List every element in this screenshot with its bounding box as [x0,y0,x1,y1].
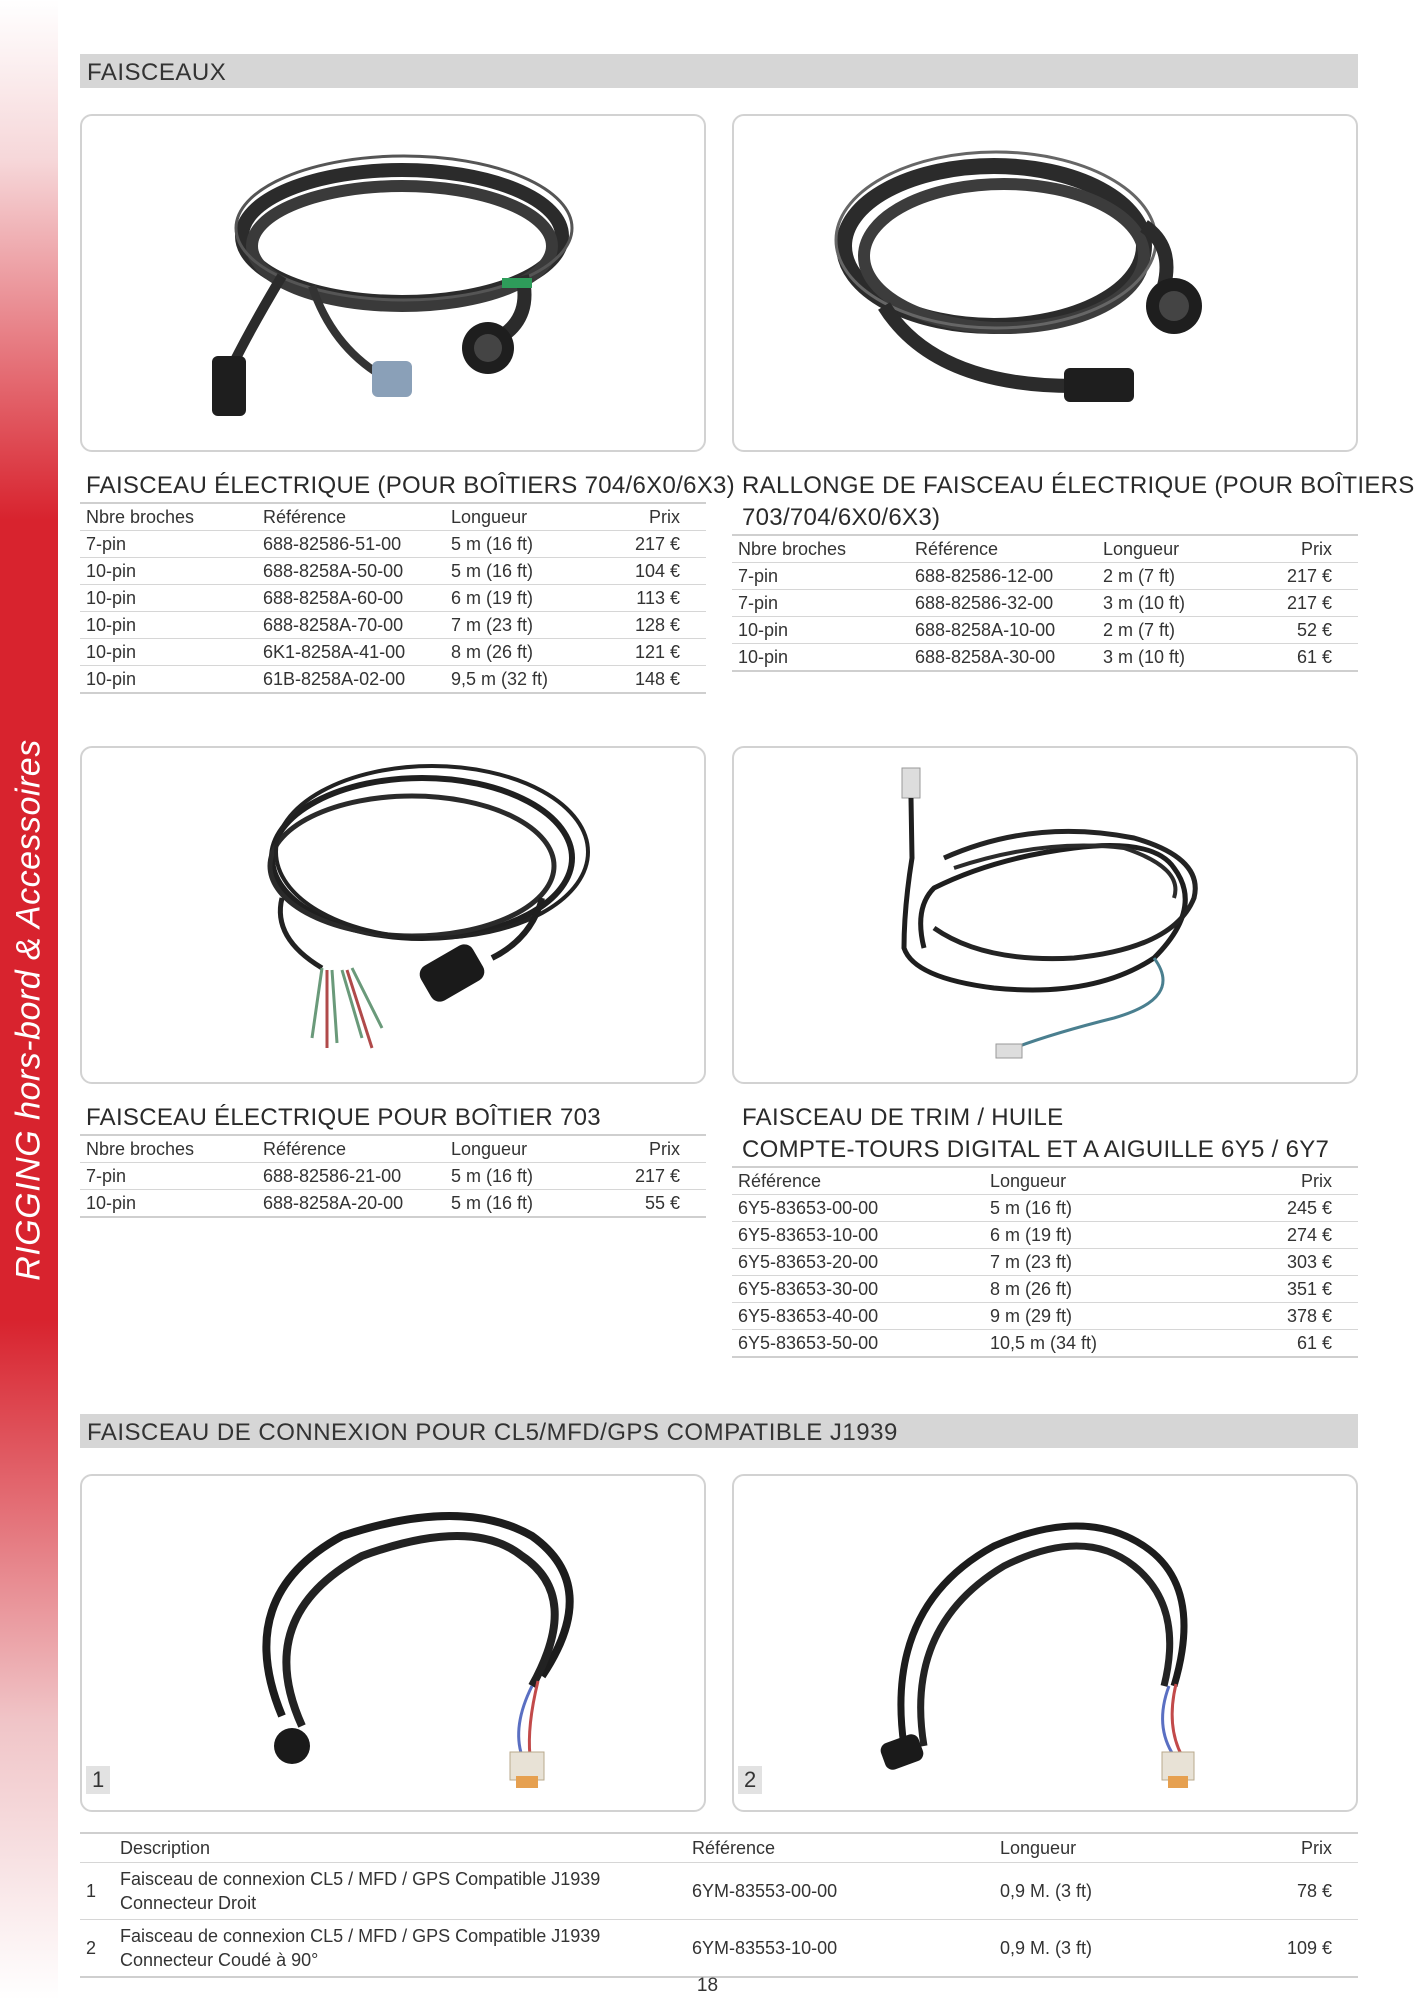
sidebar-label: RIGGING hors-bord & Accessoires [9,739,48,1281]
col-header-prix: Prix [598,503,706,531]
cell-reference: 6Y5-83653-30-00 [732,1276,984,1303]
table-header-row [80,1135,706,1163]
cable-loop-illustration [734,748,1356,1082]
table-row [732,644,1358,672]
section-header-connexion [80,1414,1358,1448]
table-row [80,1863,1358,1920]
cell-longueur: 9 m (29 ft) [984,1303,1211,1330]
cell-broches: 7-pin [732,563,909,590]
cable-coil-illustration [82,116,704,450]
connexion-table [80,1832,1358,1978]
sidebar-band [0,0,58,2000]
col-header-prix: Prix [1211,1167,1358,1195]
cell-broches: 10-pin [80,612,257,639]
col-header-reference: Référence [257,1135,445,1163]
cell-broches: 7-pin [732,590,909,617]
spec-table-p1 [80,502,706,694]
image-number-badge: 2 [738,1766,762,1794]
cell-longueur: 0,9 M. (3 ft) [994,1920,1203,1978]
cell-longueur: 2 m (7 ft) [1097,563,1240,590]
page-number: 18 [696,1975,719,1996]
table-row [80,612,706,639]
table-row [732,1222,1358,1249]
cell-longueur: 2 m (7 ft) [1097,617,1240,644]
product-title-line2: COMPTE-TOURS DIGITAL ET A AIGUILLE 6Y5 / 6Y7 [742,1136,1330,1163]
cell-longueur: 5 m (16 ft) [984,1195,1211,1222]
cell-description [114,1920,686,1978]
cell-longueur: 7 m (23 ft) [445,612,598,639]
cell-reference: 6Y5-83653-00-00 [732,1195,984,1222]
col-header-prix: Prix [588,1135,706,1163]
description-line2: Connecteur Droit [120,1893,257,1913]
table-header-row [732,1167,1358,1195]
product-image-faisceau-704 [80,114,706,452]
cell-reference: 688-82586-51-00 [257,531,445,558]
cell-longueur: 5 m (16 ft) [445,1190,588,1218]
cell-broches: 10-pin [80,585,257,612]
cell-longueur: 7 m (23 ft) [984,1249,1211,1276]
cell-prix: 148 € [598,666,706,694]
product-title: FAISCEAU ÉLECTRIQUE (POUR BOÎTIERS 704/6X0/6X3) [86,472,735,499]
spec-table-p3 [80,1134,706,1218]
cable-loop-illustration [82,1476,704,1810]
cell-longueur: 5 m (16 ft) [445,558,598,585]
cell-longueur: 5 m (16 ft) [445,531,598,558]
cell-prix: 303 € [1211,1249,1358,1276]
cell-reference: 6Y5-83653-40-00 [732,1303,984,1330]
table-header-row [732,535,1358,563]
description-line1: Faisceau de connexion CL5 / MFD / GPS Compatible J1939 [120,1926,601,1946]
cell-reference: 688-82586-21-00 [257,1163,445,1190]
cell-broches: 10-pin [80,666,257,694]
cell-reference: 6Y5-83653-20-00 [732,1249,984,1276]
cell-longueur: 0,9 M. (3 ft) [994,1863,1203,1920]
cell-longueur: 8 m (26 ft) [445,639,598,666]
cell-reference: 688-8258A-10-00 [909,617,1097,644]
cell-prix: 351 € [1211,1276,1358,1303]
cell-prix: 245 € [1211,1195,1358,1222]
cell-broches: 7-pin [80,531,257,558]
cell-prix: 121 € [598,639,706,666]
cell-prix: 128 € [598,612,706,639]
col-header-prix: Prix [1240,535,1358,563]
col-header-longueur: Longueur [994,1833,1203,1863]
cell-broches: 10-pin [732,644,909,672]
product-image-faisceau-703 [80,746,706,1084]
cell-longueur: 10,5 m (34 ft) [984,1330,1211,1358]
cell-broches: 10-pin [732,617,909,644]
table-row [732,590,1358,617]
col-header-reference: Référence [686,1833,994,1863]
product-image-connexion-1 [80,1474,706,1812]
col-header-longueur: Longueur [1097,535,1240,563]
cell-prix: 113 € [598,585,706,612]
col-header-number [80,1833,114,1863]
cell-reference: 688-8258A-30-00 [909,644,1097,672]
table-row [80,666,706,694]
table-row [80,558,706,585]
cell-longueur: 6 m (19 ft) [445,585,598,612]
col-header-reference: Référence [257,503,445,531]
cell-prix: 378 € [1211,1303,1358,1330]
col-header-description: Description [114,1833,686,1863]
cell-prix: 55 € [588,1190,706,1218]
col-header-broches: Nbre broches [80,1135,257,1163]
col-header-broches: Nbre broches [80,503,257,531]
cell-reference: 688-8258A-60-00 [257,585,445,612]
product-title [742,470,1415,534]
cell-prix: 61 € [1240,644,1358,672]
cell-broches: 10-pin [80,639,257,666]
cell-prix: 109 € [1203,1920,1358,1978]
table-row [732,1195,1358,1222]
table-header-row [80,503,706,531]
cell-reference: 6K1-8258A-41-00 [257,639,445,666]
section-title: FAISCEAU DE CONNEXION POUR CL5/MFD/GPS COMPATIBLE J1939 [87,1419,898,1446]
col-header-broches: Nbre broches [732,535,909,563]
table-row [80,1190,706,1218]
col-header-longueur: Longueur [984,1167,1211,1195]
cell-longueur: 5 m (16 ft) [445,1163,588,1190]
description-line1: Faisceau de connexion CL5 / MFD / GPS Compatible J1939 [120,1869,601,1889]
table-row [732,617,1358,644]
cell-reference: 688-8258A-70-00 [257,612,445,639]
col-header-longueur: Longueur [445,1135,588,1163]
cell-prix: 217 € [598,531,706,558]
cell-number: 1 [80,1863,114,1920]
cell-reference: 6YM-83553-00-00 [686,1863,994,1920]
cell-reference: 6Y5-83653-10-00 [732,1222,984,1249]
cell-reference: 6Y5-83653-50-00 [732,1330,984,1358]
table-row [732,1276,1358,1303]
cell-longueur: 3 m (10 ft) [1097,644,1240,672]
product-image-faisceau-trim [732,746,1358,1084]
cell-reference: 688-8258A-50-00 [257,558,445,585]
cell-reference: 688-82586-12-00 [909,563,1097,590]
section-title: FAISCEAUX [87,59,227,86]
spec-table-p4 [732,1166,1358,1358]
product-title [742,1102,1329,1166]
table-row [732,1330,1358,1358]
cell-prix: 61 € [1211,1330,1358,1358]
product-title-line1: FAISCEAU DE TRIM / HUILE [742,1104,1064,1131]
cell-number: 2 [80,1920,114,1978]
cell-prix: 217 € [1240,590,1358,617]
col-header-reference: Référence [909,535,1097,563]
cell-prix: 274 € [1211,1222,1358,1249]
product-title-line2: 703/704/6X0/6X3) [742,504,941,531]
image-number-badge: 1 [86,1766,110,1794]
table-row [732,1249,1358,1276]
table-row [80,1920,1358,1978]
section-header-faisceaux [80,54,1358,88]
cable-loop-illustration [82,748,704,1082]
product-image-rallonge [732,114,1358,452]
spec-table-p2 [732,534,1358,672]
col-header-reference: Référence [732,1167,984,1195]
table-row [80,639,706,666]
cell-prix: 104 € [598,558,706,585]
cell-broches: 7-pin [80,1163,257,1190]
col-header-longueur: Longueur [445,503,598,531]
cell-broches: 10-pin [80,558,257,585]
product-title-line1: RALLONGE DE FAISCEAU ÉLECTRIQUE (POUR BOÎTIERS [742,472,1415,499]
cell-reference: 688-8258A-20-00 [257,1190,445,1218]
description-line2: Connecteur Coudé à 90° [120,1950,319,1970]
cell-reference: 688-82586-32-00 [909,590,1097,617]
table-row [80,1163,706,1190]
cell-reference: 61B-8258A-02-00 [257,666,445,694]
cell-reference: 6YM-83553-10-00 [686,1920,994,1978]
cell-longueur: 6 m (19 ft) [984,1222,1211,1249]
cell-description [114,1863,686,1920]
cell-longueur: 3 m (10 ft) [1097,590,1240,617]
cell-prix: 217 € [1240,563,1358,590]
cell-broches: 10-pin [80,1190,257,1218]
col-header-prix: Prix [1203,1833,1358,1863]
cell-longueur: 9,5 m (32 ft) [445,666,598,694]
cell-prix: 52 € [1240,617,1358,644]
cell-prix: 217 € [588,1163,706,1190]
product-title: FAISCEAU ÉLECTRIQUE POUR BOÎTIER 703 [86,1104,601,1131]
cell-longueur: 8 m (26 ft) [984,1276,1211,1303]
cable-coil-illustration [734,116,1356,450]
cell-prix: 78 € [1203,1863,1358,1920]
table-header-row [80,1833,1358,1863]
table-row [80,585,706,612]
table-row [732,563,1358,590]
cable-loop-illustration [734,1476,1356,1810]
table-row [80,531,706,558]
table-row [732,1303,1358,1330]
product-image-connexion-2 [732,1474,1358,1812]
